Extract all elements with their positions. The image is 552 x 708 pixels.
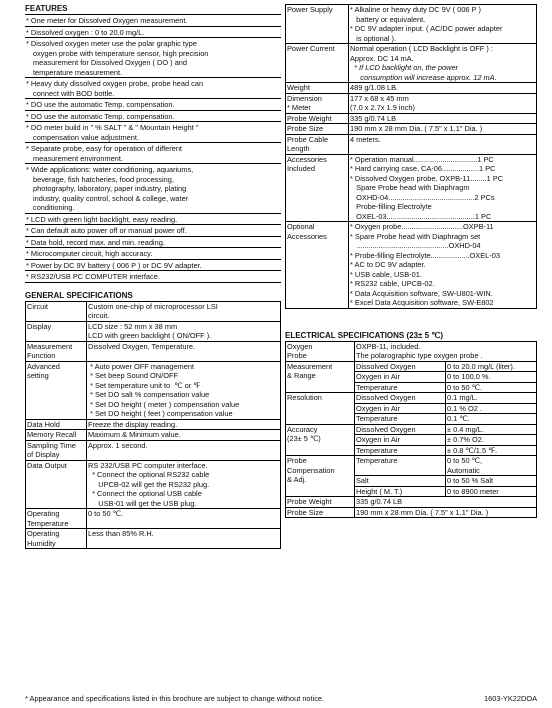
spec-value-text: * Alkaline or heavy duty DC 9V ( 006 P ) battery or equivalent. * DC 9V adapter input. ( AC/DC power adapter is optional ). (350, 5, 503, 43)
spec-row (286, 341, 537, 361)
spec-value: 0.1 mg/L. (446, 393, 537, 404)
spec-row (26, 301, 281, 321)
feature-text: * Dissolved oxygen meter use the polar graphic type oxygen probe with temperature sensor, high precision measurement for Dissolved Oxygen ( DO ) and temperature measurement. (26, 39, 209, 77)
spec-row (286, 124, 537, 135)
feature-text: * RS232/USB PC COMPUTER interface. (26, 272, 160, 281)
spec-value (349, 44, 537, 83)
spec-row (26, 440, 281, 460)
spec-condition: Temperature (355, 445, 446, 456)
spec-condition: Salt (355, 476, 446, 487)
spec-condition: Height ( M. T.) (355, 486, 446, 497)
spec-row (286, 5, 537, 44)
footer (25, 694, 537, 703)
feature-item (25, 38, 281, 78)
spec-row (286, 361, 537, 372)
spec-value: RS 232/USB PC computer interface. * Connect the optional RS232 cable UPCB-02 will get the RS232 plug. * Connect the optional USB cable USB-01 will get the USB plug. (87, 460, 281, 509)
document-code: 1603-YK22DOA (484, 694, 537, 703)
spec-value: 0.1 ℃. (446, 414, 537, 425)
spec-value-text: * Operation manual...............................1 PC * Hard carrying case, CA-06..................1 PC * Dissolved Oxygen probe, OXPB-11........1 PC Spare Probe head with Diaphragm OXHD-04..........................................2 PCs Probe-filling Electrolyte OXEL-03...........................................1 PC (350, 154, 504, 221)
features-heading: FEATURES (25, 4, 68, 13)
spec-row (26, 419, 281, 430)
spec-value: 0.1 % O2 . (446, 403, 537, 414)
spec-condition: Dissolved Oxygen (355, 361, 446, 372)
feature-text: * Microcomputer circuit, high accuracy. (26, 249, 153, 258)
spec-label: Probe Compensation & Adj. (286, 456, 355, 497)
spec-value (349, 5, 537, 44)
spec-label: Accuracy (23± 5 ℃) (286, 424, 355, 456)
spec-value: 0 to 8900 meter (446, 486, 537, 497)
general-spec-table (25, 301, 281, 550)
spec-value: * Auto power OFF management * Set beep Sound ON/OFF * Set temperature unit to ℃ or ℉ * Set DO salt % compensation value * Set DO height ( meter ) compensation value * Set DO height ( feet ) compensation value (87, 361, 281, 419)
spec-value: 0 to 50 ℃. (446, 382, 537, 393)
feature-item (25, 260, 281, 272)
spec-label: Advanced setting (26, 361, 87, 419)
spec-row (26, 529, 281, 549)
spec-value (349, 222, 537, 309)
feature-item (25, 225, 281, 237)
spec-value: 190 mm x 28 mm Dia. ( 7.5" x 1.1" Dia. ) (355, 507, 537, 518)
spec-label: Power Current (286, 44, 349, 83)
spec-label: Operating Humidity (26, 529, 87, 549)
feature-item (25, 214, 281, 226)
spec-label: Probe Weight (286, 497, 355, 508)
spec-row (286, 44, 537, 83)
spec-value (349, 124, 537, 135)
spec-condition: Temperature (355, 456, 446, 476)
spec-value: 335 g/0.74 LB (355, 497, 537, 508)
spec-condition: Temperature (355, 382, 446, 393)
spec-row (26, 341, 281, 361)
spec-value-text: * Oxygen probe..............................OXPB-11 * Spare Probe head with Diaphragm set .............................................OXHD-04 * Probe-filling Electrolyte...................OXEL-03 * AC to DC 9V adapter. * USB cable, USB-01. * RS232 cable, UPCB-02. * Data Acquisition software, SW-U801-WIN. * Excel Data Acquisition software, SW-E802 (350, 222, 500, 307)
spec-value: 0 to 50 ℃, Automatic (446, 456, 537, 476)
spec-condition: Dissolved Oxygen (355, 393, 446, 404)
feature-text: * Wide applications: water conditioning, aquariums, beverage, fish hatcheries, food processing, photography, laboratory, paper industry, plating industry, quality control, school & college, water conditioning. (26, 165, 194, 212)
feature-item (25, 248, 281, 260)
feature-text: * Separate probe, easy for operation of different measurement environment. (26, 144, 182, 163)
feature-item (25, 237, 281, 249)
feature-item (25, 111, 281, 123)
spec-value: OXPB-11, included. The polarographic type oxygen probe . (355, 341, 537, 361)
spec-row (286, 507, 537, 518)
spec-value: Custom one-chip of microprocessor LSI circuit. (87, 301, 281, 321)
spec-label: Measurement Function (26, 341, 87, 361)
general-spec-heading: GENERAL SPECIFICATIONS (25, 290, 133, 300)
spec-row (286, 93, 537, 113)
spec-label: Oxygen Probe (286, 341, 355, 361)
spec-value-text: 335 g/0.74 LB (350, 113, 397, 123)
spec-value: ± 0.8 ℃/1.5 ℉. (446, 445, 537, 456)
spec-row (286, 154, 537, 222)
spec-value: ± 0.7% O2. (446, 435, 537, 446)
spec-row (286, 83, 537, 94)
disclaimer-note: * Appearance and specifications listed in this brochure are subject to change without notice. (25, 694, 325, 703)
feature-item (25, 78, 281, 99)
spec-condition: Oxygen in Air (355, 435, 446, 446)
spec-value: LCD size : 52 mm x 38 mm LCD with green backlight ( ON/OFF ). (87, 321, 281, 341)
feature-item (25, 27, 281, 39)
spec-value: ± 0.4 mg/L. (446, 424, 537, 435)
spec-row (26, 460, 281, 509)
spec-value-text: 177 x 68 x 45 mm (7.0 x 2.7x 1.9 inch) (350, 93, 415, 112)
spec-label: Probe Size (286, 507, 355, 518)
spec-label: Circuit (26, 301, 87, 321)
electrical-spec-table (285, 341, 537, 519)
spec-label: Accessories Included (286, 154, 349, 222)
power-physical-spec-table (285, 4, 537, 309)
spec-value (349, 93, 537, 113)
spec-value: 0 to 100.0 %. (446, 372, 537, 383)
spec-value-text: 489 g/1.08 LB. (350, 83, 399, 92)
spec-value-text: 4 meters. (350, 134, 381, 144)
spec-row (286, 222, 537, 309)
spec-label: Dimension * Meter (286, 93, 349, 113)
left-column (25, 4, 281, 549)
spec-value: Freeze the display reading. (87, 419, 281, 430)
spec-value: Dissolved Oxygen, Temperature. (87, 341, 281, 361)
feature-item (25, 122, 281, 143)
spec-label: Display (26, 321, 87, 341)
spec-condition: Dissolved Oxygen (355, 424, 446, 435)
spec-label: Data Hold (26, 419, 87, 430)
spec-value (349, 113, 537, 124)
spec-row (286, 113, 537, 124)
spec-value: 0 to 20.0 mg/L (liter). (446, 361, 537, 372)
feature-text: * Data hold, record max. and min. reading. (26, 237, 165, 247)
spec-note: * If LCD backlight on, the power consumption will increase approx. 12 mA. (354, 63, 497, 82)
feature-text: * DO meter build in " % SALT " & " Mountain Height " compensation value adjustment. (26, 123, 199, 142)
spec-value (349, 83, 537, 94)
spec-value: Maximum & Minimum value. (87, 430, 281, 441)
spec-label: Probe Weight (286, 113, 349, 124)
feature-text: * DO use the automatic Temp. compensation. (26, 111, 175, 121)
spec-value-text: Normal operation ( LCD Backlight is OFF ) : Approx. DC 14 mA. (350, 44, 493, 63)
feature-item (25, 15, 281, 27)
feature-text: * Dissolved oxygen : 0 to 20.0 mg/L. (26, 27, 145, 37)
spec-label: Probe Cable Length (286, 134, 349, 154)
spec-value: 0 to 50 ℃. (87, 509, 281, 529)
feature-text: * One meter for Dissolved Oxygen measurement. (26, 16, 188, 25)
spec-row (286, 424, 537, 435)
spec-label: Optional Accessories (286, 222, 349, 309)
spec-label: Operating Temperature (26, 509, 87, 529)
spec-row (286, 393, 537, 404)
spec-label: Weight (286, 83, 349, 94)
feature-text: * Power by DC 9V battery ( 006 P ) or DC 9V adapter. (26, 260, 202, 270)
spec-row (286, 456, 537, 476)
spec-value (349, 134, 537, 154)
spec-label: Measurement & Range (286, 361, 355, 393)
spec-value (349, 154, 537, 222)
spec-value: Approx. 1 second. (87, 440, 281, 460)
spec-label: Probe Size (286, 124, 349, 135)
feature-item (25, 164, 281, 214)
spec-value-text: 190 mm x 28 mm Dia. ( 7.5" x 1.1" Dia. ) (350, 124, 483, 133)
feature-text: * LCD with green light backlight, easy reading. (26, 214, 178, 224)
spec-label: Power Supply (286, 5, 349, 44)
spec-label: Data Output (26, 460, 87, 509)
feature-item (25, 99, 281, 111)
feature-text: * Can default auto power off or manual power off. (26, 226, 187, 235)
spec-value: Less than 85% R.H. (87, 529, 281, 549)
spec-label: Resolution (286, 393, 355, 425)
features-list (25, 14, 281, 283)
spec-row (286, 134, 537, 154)
spec-row (26, 509, 281, 529)
spec-row (286, 497, 537, 508)
electrical-spec-heading: ELECTRICAL SPECIFICATIONS (23± 5 ℃) (285, 330, 443, 340)
spec-condition: Temperature (355, 414, 446, 425)
spec-condition: Oxygen in Air (355, 403, 446, 414)
spec-row (26, 321, 281, 341)
spec-row (26, 361, 281, 419)
spec-label: Memory Recall (26, 430, 87, 441)
feature-item (25, 143, 281, 164)
feature-item (25, 271, 281, 283)
feature-text: * Heavy duty dissolved oxygen probe, probe head can connect with BOD bottle. (26, 79, 204, 98)
spec-row (26, 430, 281, 441)
feature-text: * DO use the automatic Temp. compensation. (26, 100, 175, 109)
right-column (285, 4, 537, 518)
spec-value: 0 to 50 % Salt (446, 476, 537, 487)
spec-condition: Oxygen in Air (355, 372, 446, 383)
spec-label: Sampling Time of Display (26, 440, 87, 460)
